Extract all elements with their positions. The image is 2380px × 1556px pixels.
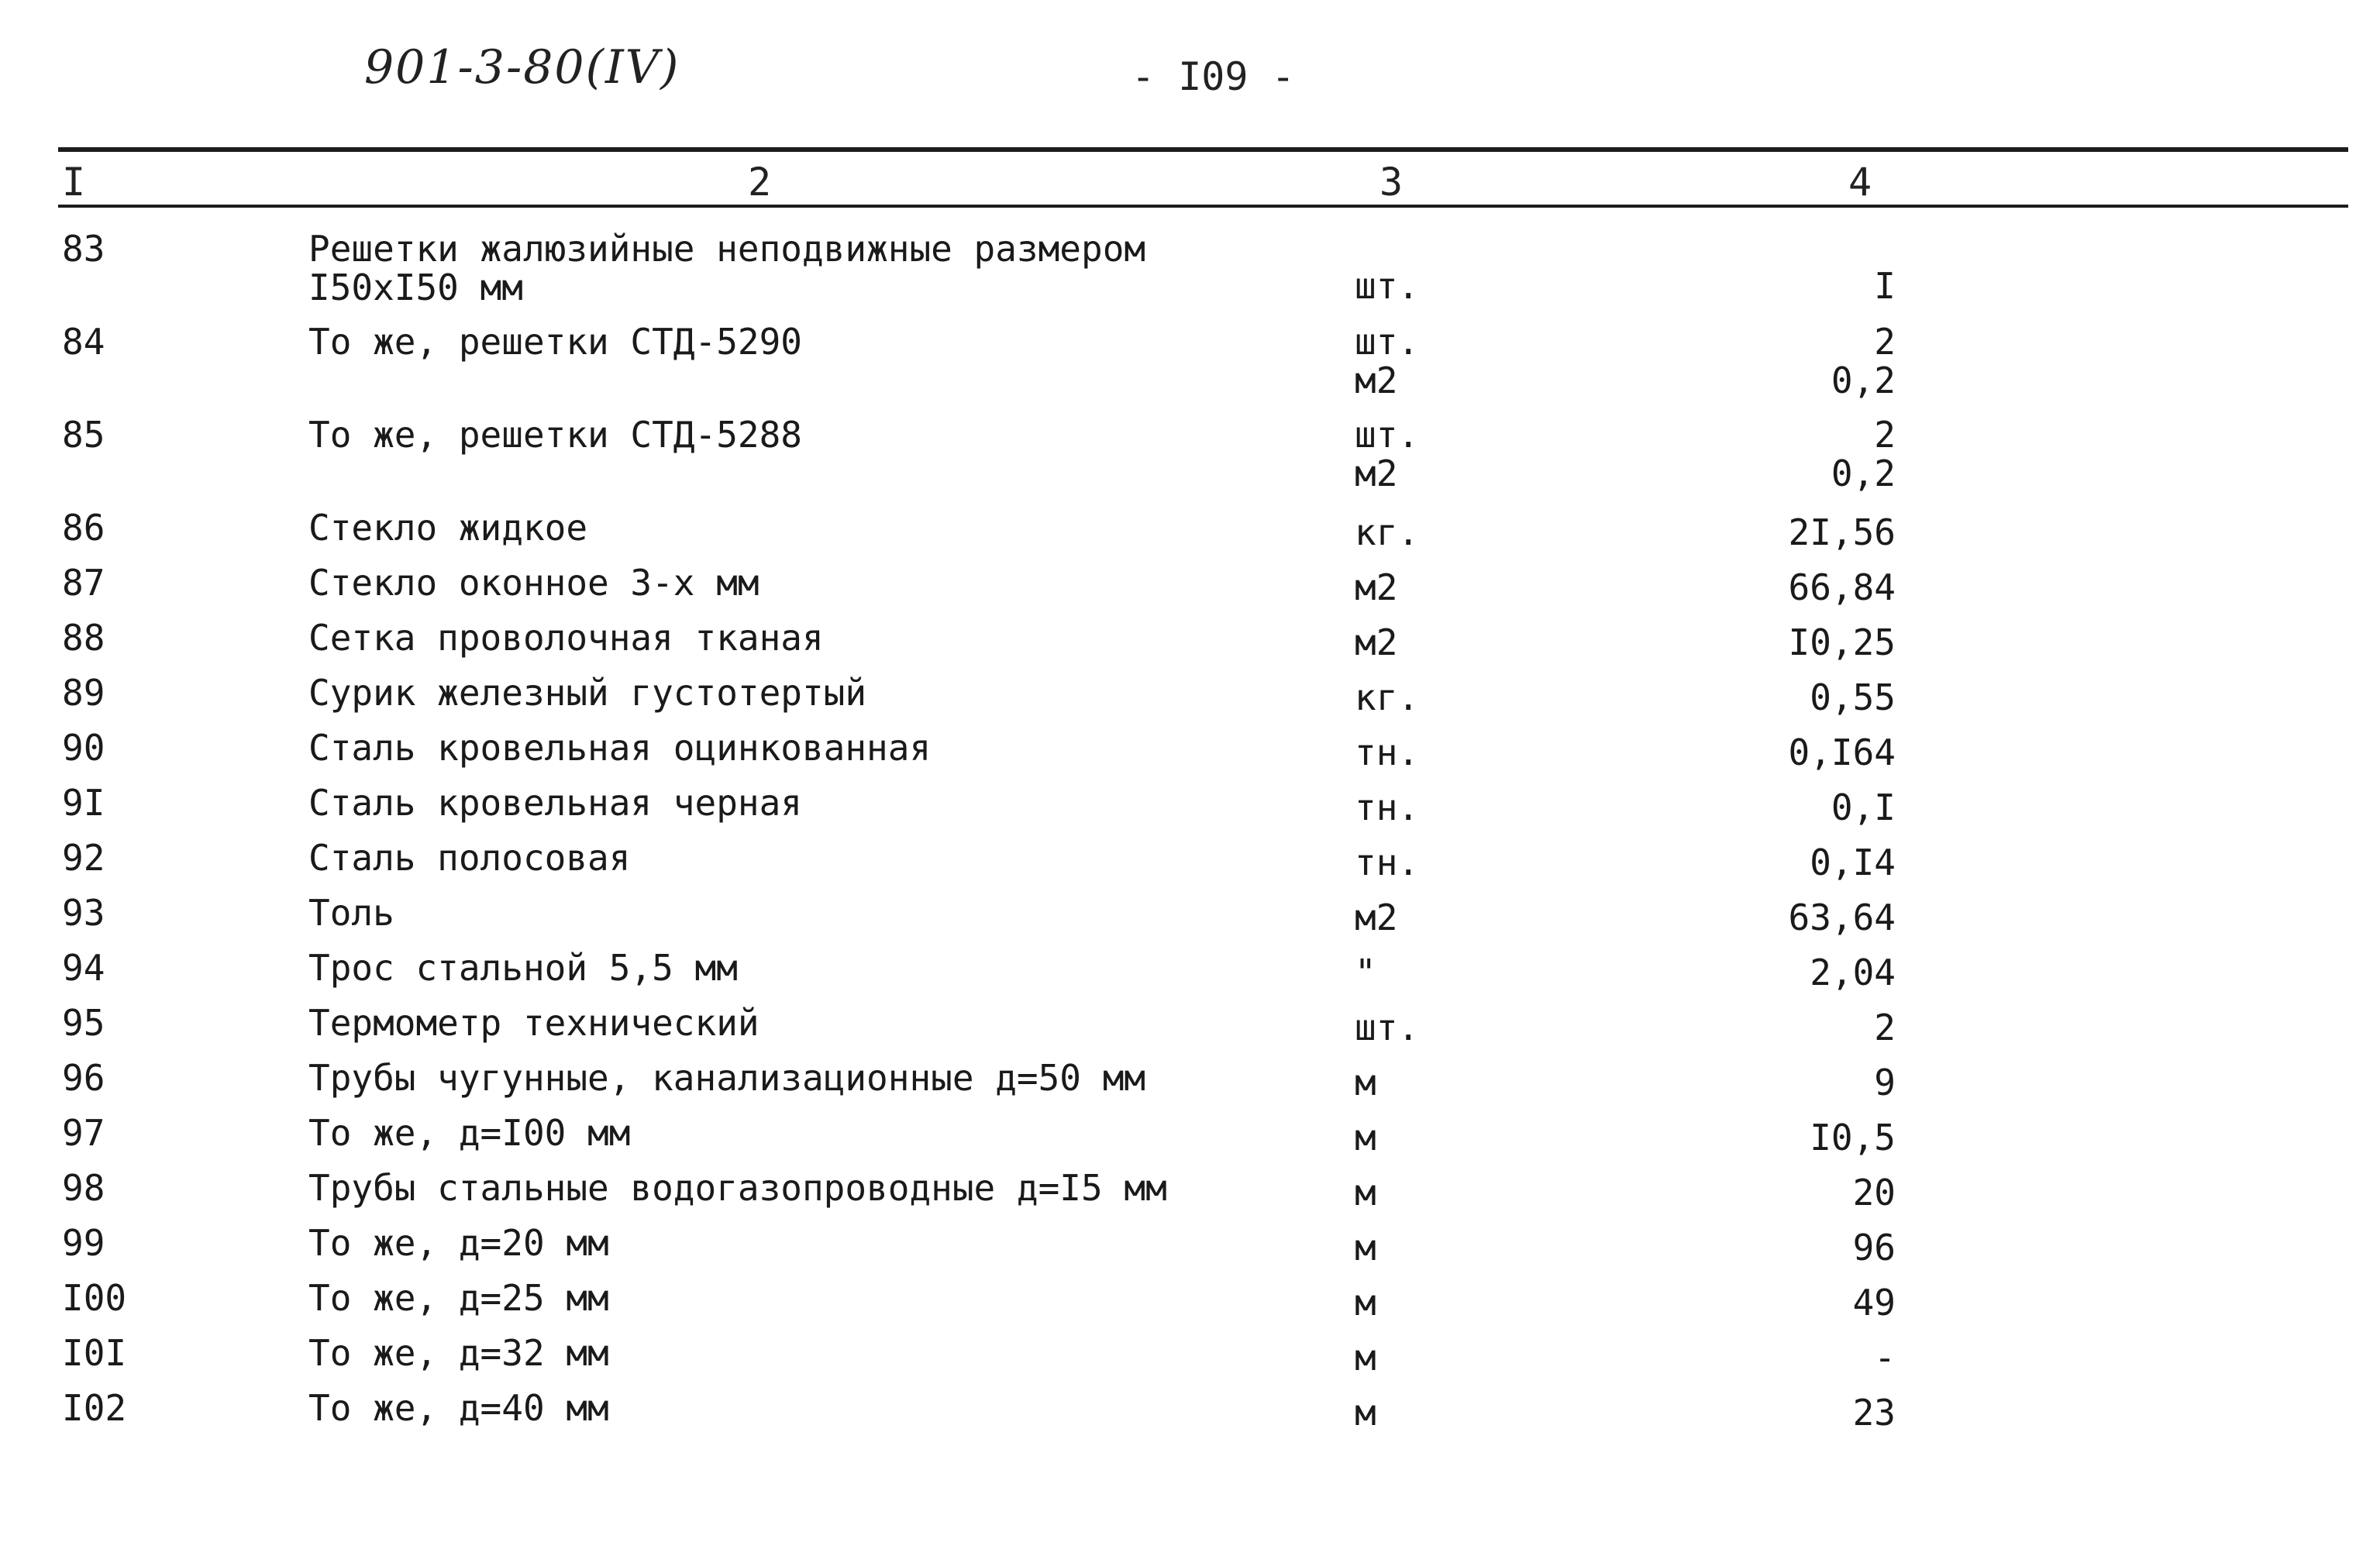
page-number: - I09 - — [1131, 54, 1295, 99]
unit-of-measure: м — [1355, 1117, 1376, 1158]
quantity: 23 — [1852, 1392, 1896, 1434]
quantity: 2I,56 — [1788, 511, 1896, 553]
row-number: 97 — [62, 1112, 105, 1154]
quantity: 66,84 — [1788, 566, 1896, 608]
table-row — [0, 1169, 2380, 1224]
unit-of-measure: кг. — [1355, 676, 1420, 718]
table-header-rule — [58, 205, 2348, 208]
quantity: 2 0,2 — [1831, 414, 1896, 494]
quantity: 49 — [1852, 1282, 1896, 1324]
table-row — [0, 1389, 2380, 1444]
table-row — [0, 1003, 2380, 1059]
material-name: То же, решетки СТД-5288 — [308, 414, 802, 456]
unit-of-measure: шт. м2 — [1355, 414, 1420, 494]
unit-of-measure: м2 — [1355, 621, 1398, 663]
material-name: Сурик железный густотертый — [308, 672, 867, 714]
quantity: 9 — [1874, 1062, 1896, 1103]
row-number: I02 — [62, 1387, 127, 1429]
row-number: 84 — [62, 321, 105, 363]
material-name: Трос стальной 5,5 мм — [308, 947, 738, 989]
material-name: Сталь полосовая — [308, 837, 631, 879]
row-number: 89 — [62, 672, 105, 714]
row-number: 94 — [62, 947, 105, 989]
material-name: Толь — [308, 892, 394, 934]
row-number: 87 — [62, 562, 105, 604]
table-row — [0, 322, 2380, 415]
unit-of-measure: кг. — [1355, 511, 1420, 553]
material-name: Стекло оконное 3-х мм — [308, 562, 759, 604]
quantity: I0,25 — [1788, 621, 1896, 663]
table-row — [0, 673, 2380, 728]
material-name: Сталь кровельная оцинкованная — [308, 727, 932, 769]
quantity: - — [1874, 1337, 1896, 1379]
quantity: 0,I64 — [1788, 732, 1896, 773]
table-row — [0, 893, 2380, 948]
row-number: 90 — [62, 727, 105, 769]
table-row — [0, 1334, 2380, 1389]
material-name: Термометр технический — [308, 1002, 759, 1044]
row-number: 96 — [62, 1057, 105, 1099]
table-top-rule — [58, 147, 2348, 152]
material-name: То же, д=25 мм — [308, 1277, 609, 1319]
material-name: Решетки жалюзийные неподвижные размером I50xI50 мм — [308, 228, 1146, 308]
row-number: 83 — [62, 228, 105, 270]
row-number: 86 — [62, 507, 105, 549]
row-number: 88 — [62, 617, 105, 659]
row-number: 92 — [62, 837, 105, 879]
table-row — [0, 1059, 2380, 1114]
unit-of-measure: шт. — [1355, 265, 1420, 307]
quantity: 2,04 — [1810, 952, 1896, 993]
material-name: То же, д=20 мм — [308, 1222, 609, 1264]
material-name: Стекло жидкое — [308, 507, 588, 549]
unit-of-measure: м — [1355, 1227, 1376, 1269]
unit-of-measure: тн. — [1355, 787, 1420, 828]
table-row — [0, 563, 2380, 618]
table-row — [0, 415, 2380, 508]
unit-of-measure: м2 — [1355, 897, 1398, 938]
unit-of-measure: м — [1355, 1337, 1376, 1379]
material-name: Трубы чугунные, канализационные д=50 мм — [308, 1057, 1146, 1099]
row-number: 99 — [62, 1222, 105, 1264]
unit-of-measure: м — [1355, 1282, 1376, 1324]
row-number: 85 — [62, 414, 105, 456]
unit-of-measure: шт. — [1355, 1007, 1420, 1048]
row-number: 95 — [62, 1002, 105, 1044]
unit-of-measure: м2 — [1355, 566, 1398, 608]
document-code-stamp: 901-3-80(IV) — [364, 40, 680, 95]
column-header-3: 3 — [1379, 160, 1404, 205]
column-header-1: I — [62, 160, 86, 205]
table-row — [0, 1279, 2380, 1334]
quantity: 0,I4 — [1810, 842, 1896, 883]
quantity: 2 0,2 — [1831, 321, 1896, 401]
quantity: I — [1874, 265, 1896, 307]
row-number: 9I — [62, 782, 105, 824]
quantity: I0,5 — [1810, 1117, 1896, 1158]
unit-of-measure: м — [1355, 1392, 1376, 1434]
table-row — [0, 948, 2380, 1003]
quantity: 20 — [1852, 1172, 1896, 1213]
table-row — [0, 229, 2380, 322]
table-row — [0, 1224, 2380, 1279]
material-name: Трубы стальные водогазопроводные д=I5 мм — [308, 1167, 1167, 1209]
quantity: 0,55 — [1810, 676, 1896, 718]
column-header-4: 4 — [1848, 160, 1872, 205]
table-row — [0, 783, 2380, 838]
unit-of-measure: тн. — [1355, 842, 1420, 883]
column-header-2: 2 — [748, 160, 772, 205]
material-name: Сталь кровельная черная — [308, 782, 802, 824]
unit-of-measure: м — [1355, 1172, 1376, 1213]
quantity: 63,64 — [1788, 897, 1896, 938]
row-number: I00 — [62, 1277, 127, 1319]
materials-table-body — [0, 229, 2380, 1444]
material-name: То же, д=32 мм — [308, 1332, 609, 1374]
row-number: 98 — [62, 1167, 105, 1209]
row-number: 93 — [62, 892, 105, 934]
unit-of-measure: м — [1355, 1062, 1376, 1103]
material-name: То же, д=40 мм — [308, 1387, 609, 1429]
unit-of-measure: шт. м2 — [1355, 321, 1420, 401]
table-row — [0, 1114, 2380, 1169]
table-row — [0, 618, 2380, 673]
quantity: 96 — [1852, 1227, 1896, 1269]
table-row — [0, 838, 2380, 893]
unit-of-measure: " — [1355, 952, 1376, 993]
material-name: То же, д=I00 мм — [308, 1112, 631, 1154]
quantity: 0,I — [1831, 787, 1896, 828]
row-number: I0I — [62, 1332, 127, 1374]
material-name: Сетка проволочная тканая — [308, 617, 824, 659]
table-row — [0, 728, 2380, 783]
material-name: То же, решетки СТД-5290 — [308, 321, 802, 363]
unit-of-measure: тн. — [1355, 732, 1420, 773]
quantity: 2 — [1874, 1007, 1896, 1048]
table-row — [0, 508, 2380, 563]
